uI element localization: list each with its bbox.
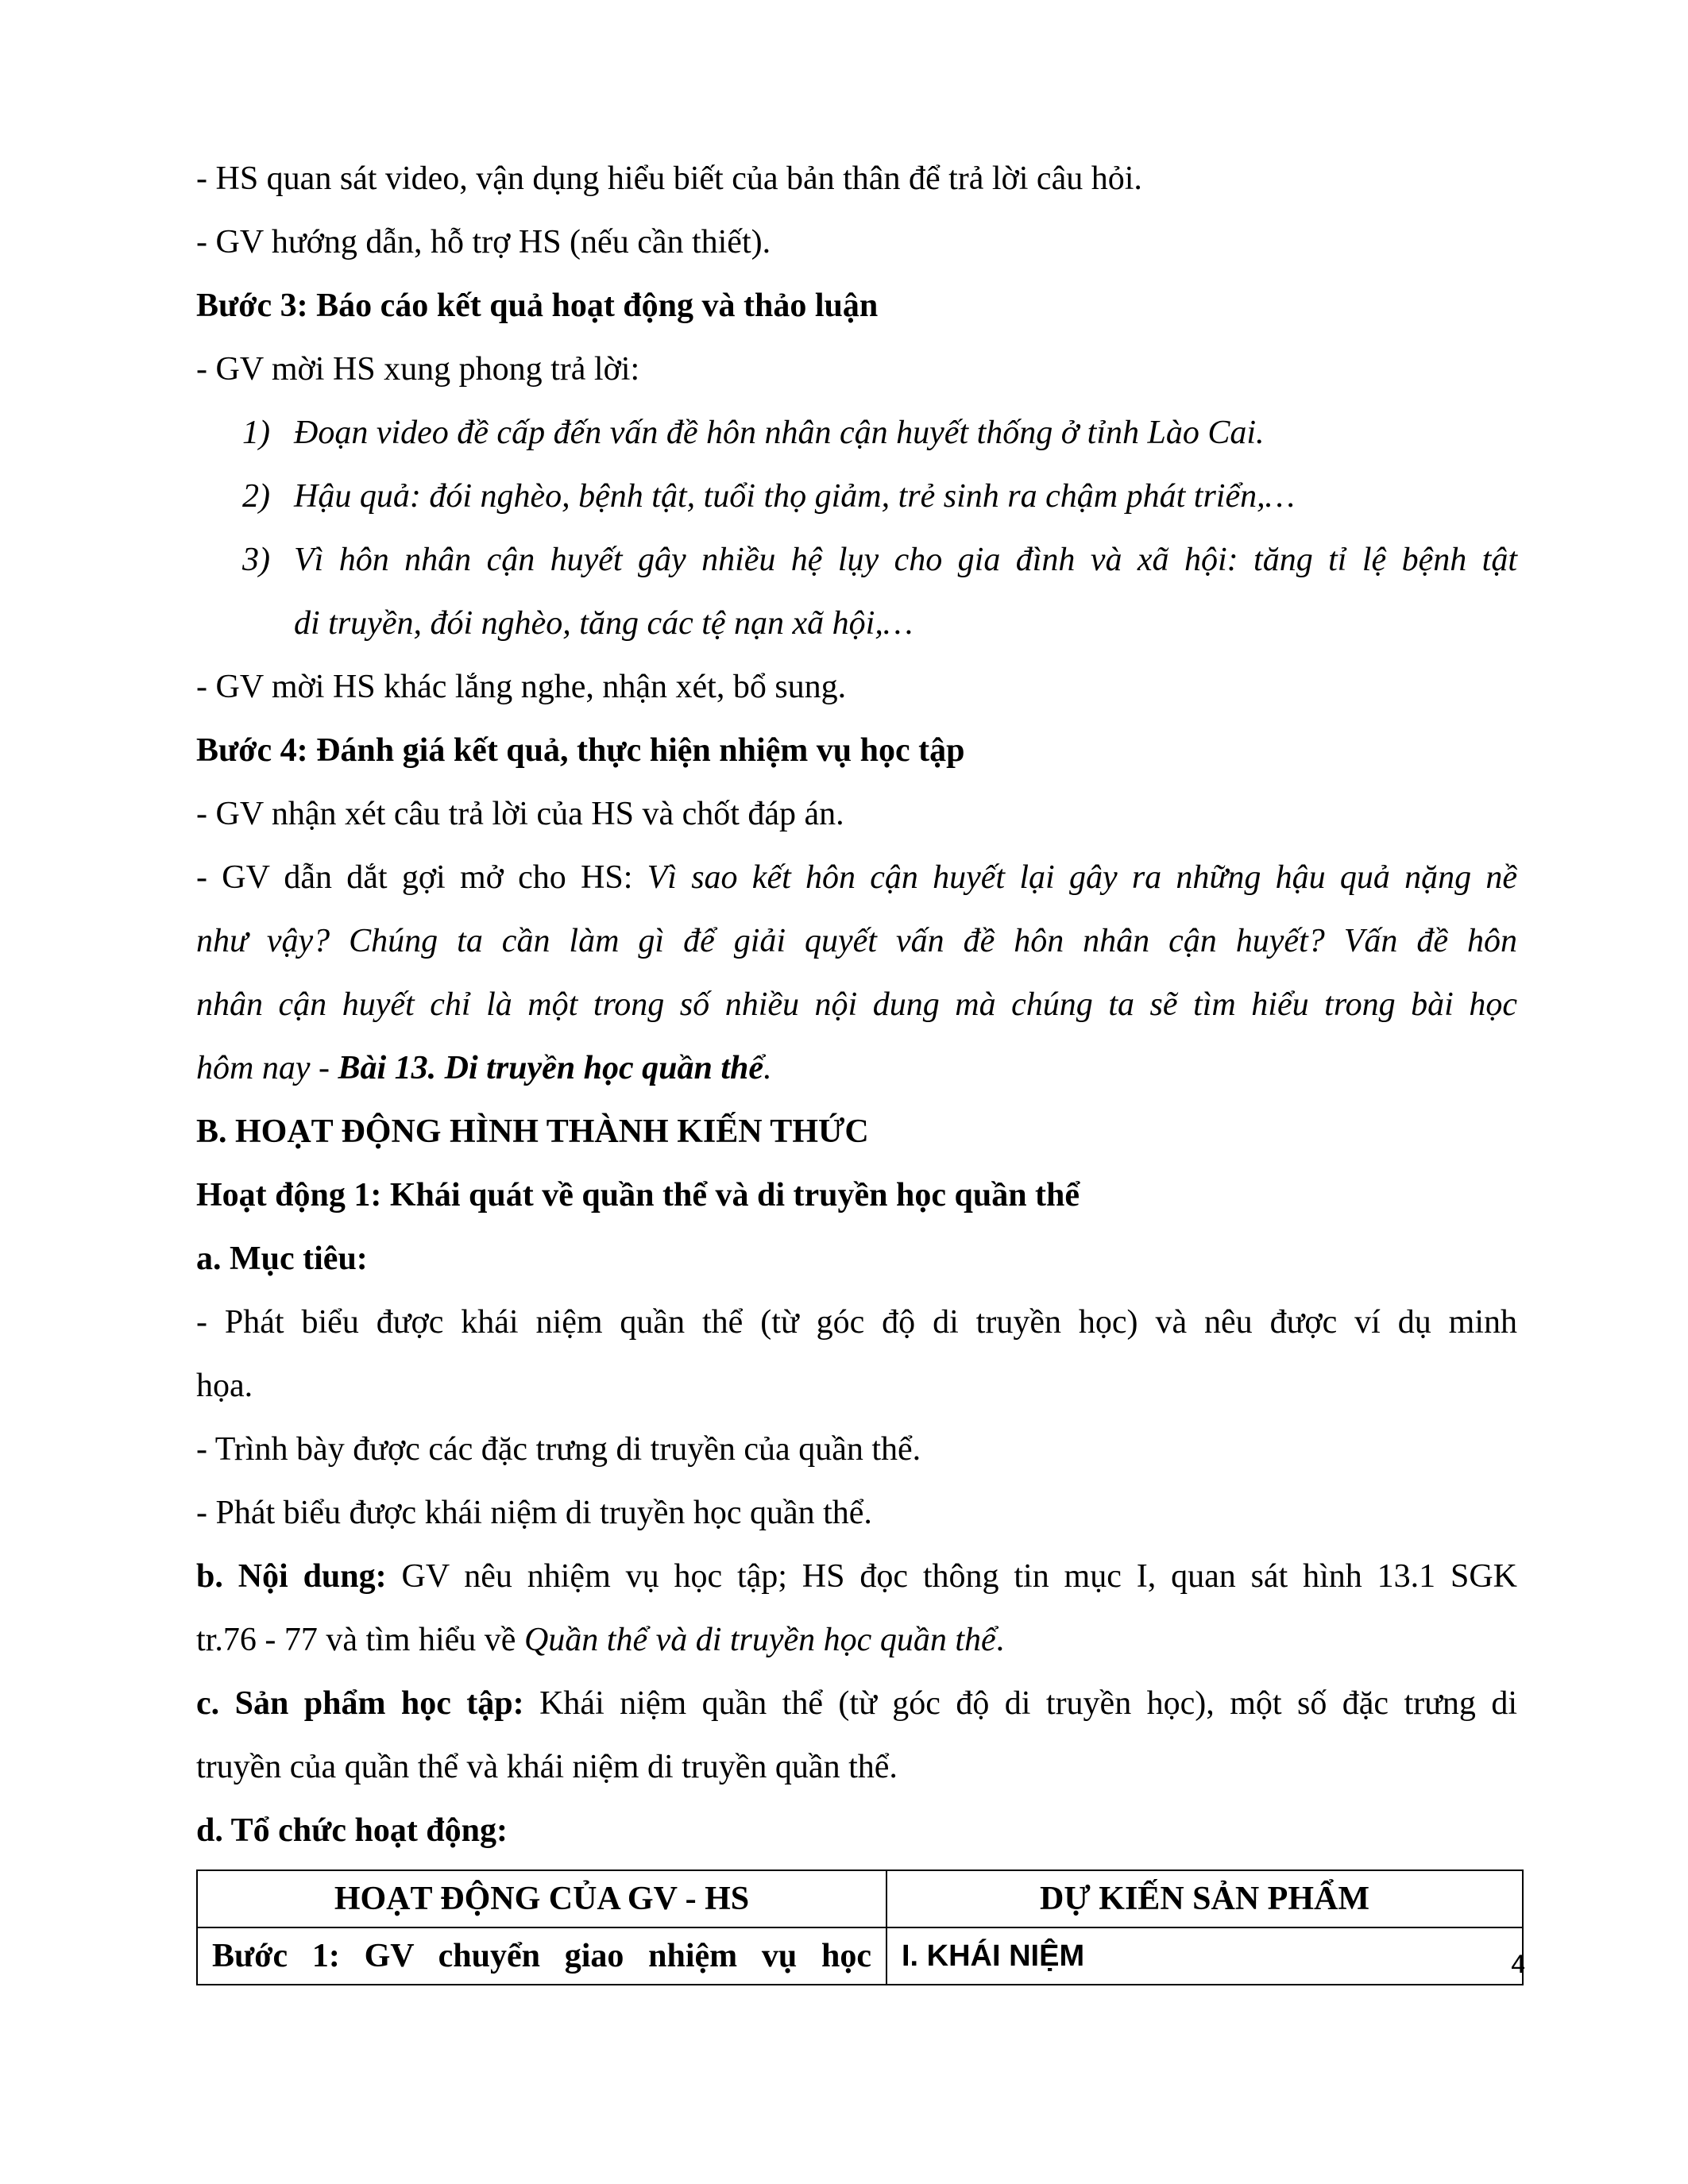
text-line: - Trình bày được các đặc trưng di truyền của quần thể.	[196, 1431, 921, 1468]
text-line: - GV hướng dẫn, hỗ trợ HS (nếu cần thiết).	[196, 224, 771, 260]
text-line: - GV mời HS xung phong trả lời:	[196, 351, 640, 388]
column-header: DỰ KIẾN SẢN PHẨM	[886, 1870, 1523, 1927]
text-line: họa.	[196, 1368, 253, 1404]
list-item-continued: di truyền, đói nghèo, tăng các tệ nạn xã hội,…	[294, 605, 914, 642]
sub-heading: a. Mục tiêu:	[196, 1241, 368, 1277]
paragraph-line: nhân cận huyết chỉ là một trong số nhiều nội dung mà chúng ta sẽ tìm hiểu trong bài học	[196, 986, 1517, 1023]
sub-heading: d. Tổ chức hoạt động:	[196, 1812, 508, 1849]
label: b. Nội dung:	[196, 1558, 387, 1595]
paragraph-line	[196, 1545, 1517, 1608]
column-header: HOẠT ĐỘNG CỦA GV - HS	[197, 1870, 886, 1927]
text-line: - Phát biểu được khái niệm quần thể (từ góc độ di truyền học) và nêu được ví dụ minh	[196, 1304, 1517, 1341]
paragraph-line	[196, 1608, 1517, 1672]
paragraph-line	[196, 1036, 1517, 1100]
text-line: - Phát biểu được khái niệm di truyền học quần thể.	[196, 1495, 872, 1531]
paragraph-line	[196, 1672, 1517, 1735]
italic-run: hôm nay -	[196, 1050, 338, 1086]
italic-run: .	[763, 1050, 772, 1086]
table-cell: Bước 1: GV chuyển giao nhiệm vụ học	[197, 1927, 886, 1985]
table-row	[197, 1927, 1523, 1985]
list-number: 2)	[242, 478, 270, 515]
list-item: Vì hôn nhân cận huyết gây nhiều hệ lụy cho gia đình và xã hội: tăng tỉ lệ bệnh tật	[294, 542, 1517, 578]
activity-heading: Hoạt động 1: Khái quát về quần thể và di truyền học quần thể	[196, 1177, 1080, 1214]
text-run: Khái niệm quần thể (từ góc độ di truyền học), một số đặc trưng di	[523, 1685, 1517, 1722]
text-run: GV nêu nhiệm vụ học tập; HS đọc thông tin mục I, quan sát hình 13.1 SGK	[386, 1558, 1517, 1595]
step-heading: Bước 4: Đánh giá kết quả, thực hiện nhiệm vụ học tập	[196, 732, 965, 769]
italic-run: Vì sao kết hôn cận huyết lại gây ra những hậu quả nặng nề	[647, 859, 1517, 896]
text-run: - GV dẫn dắt gợi mở cho HS:	[196, 859, 647, 896]
text-line: - GV mời HS khác lắng nghe, nhận xét, bổ sung.	[196, 669, 847, 705]
text-run: tr.76 - 77 và tìm hiểu về	[196, 1622, 524, 1658]
text-line: - GV nhận xét câu trả lời của HS và chốt đáp án.	[196, 796, 844, 832]
step-heading: Bước 3: Báo cáo kết quả hoạt động và thảo luận	[196, 287, 879, 324]
table-header-row	[197, 1870, 1523, 1927]
activity-table	[196, 1870, 1524, 1985]
list-number: 1)	[242, 415, 270, 451]
text-line: - HS quan sát video, vận dụng hiểu biết của bản thân để trả lời câu hỏi.	[196, 160, 1142, 197]
text-run: .	[995, 1622, 1005, 1658]
label: c. Sản phẩm học tập:	[196, 1685, 524, 1722]
page-number: 4	[1511, 1950, 1525, 1978]
section-heading: B. HOẠT ĐỘNG HÌNH THÀNH KIẾN THỨC	[196, 1113, 869, 1150]
list-item: Hậu quả: đói nghèo, bệnh tật, tuổi thọ giảm, trẻ sinh ra chậm phát triển,…	[294, 478, 1295, 515]
list-item: Đoạn video đề cấp đến vấn đề hôn nhân cận huyết thống ở tỉnh Lào Cai.	[294, 415, 1265, 451]
lesson-title: Bài 13. Di truyền học quần thể	[338, 1050, 764, 1086]
italic-run: Quần thể và di truyền học quần thể	[523, 1622, 996, 1658]
table-cell: I. KHÁI NIỆM	[886, 1927, 1523, 1985]
paragraph-line	[196, 846, 1517, 909]
list-number: 3)	[242, 542, 270, 578]
text-line: truyền của quần thể và khái niệm di truyền quần thể.	[196, 1749, 898, 1785]
paragraph-line: như vậy? Chúng ta cần làm gì để giải quyết vấn đề hôn nhân cận huyết? Vấn đề hôn	[196, 923, 1517, 959]
